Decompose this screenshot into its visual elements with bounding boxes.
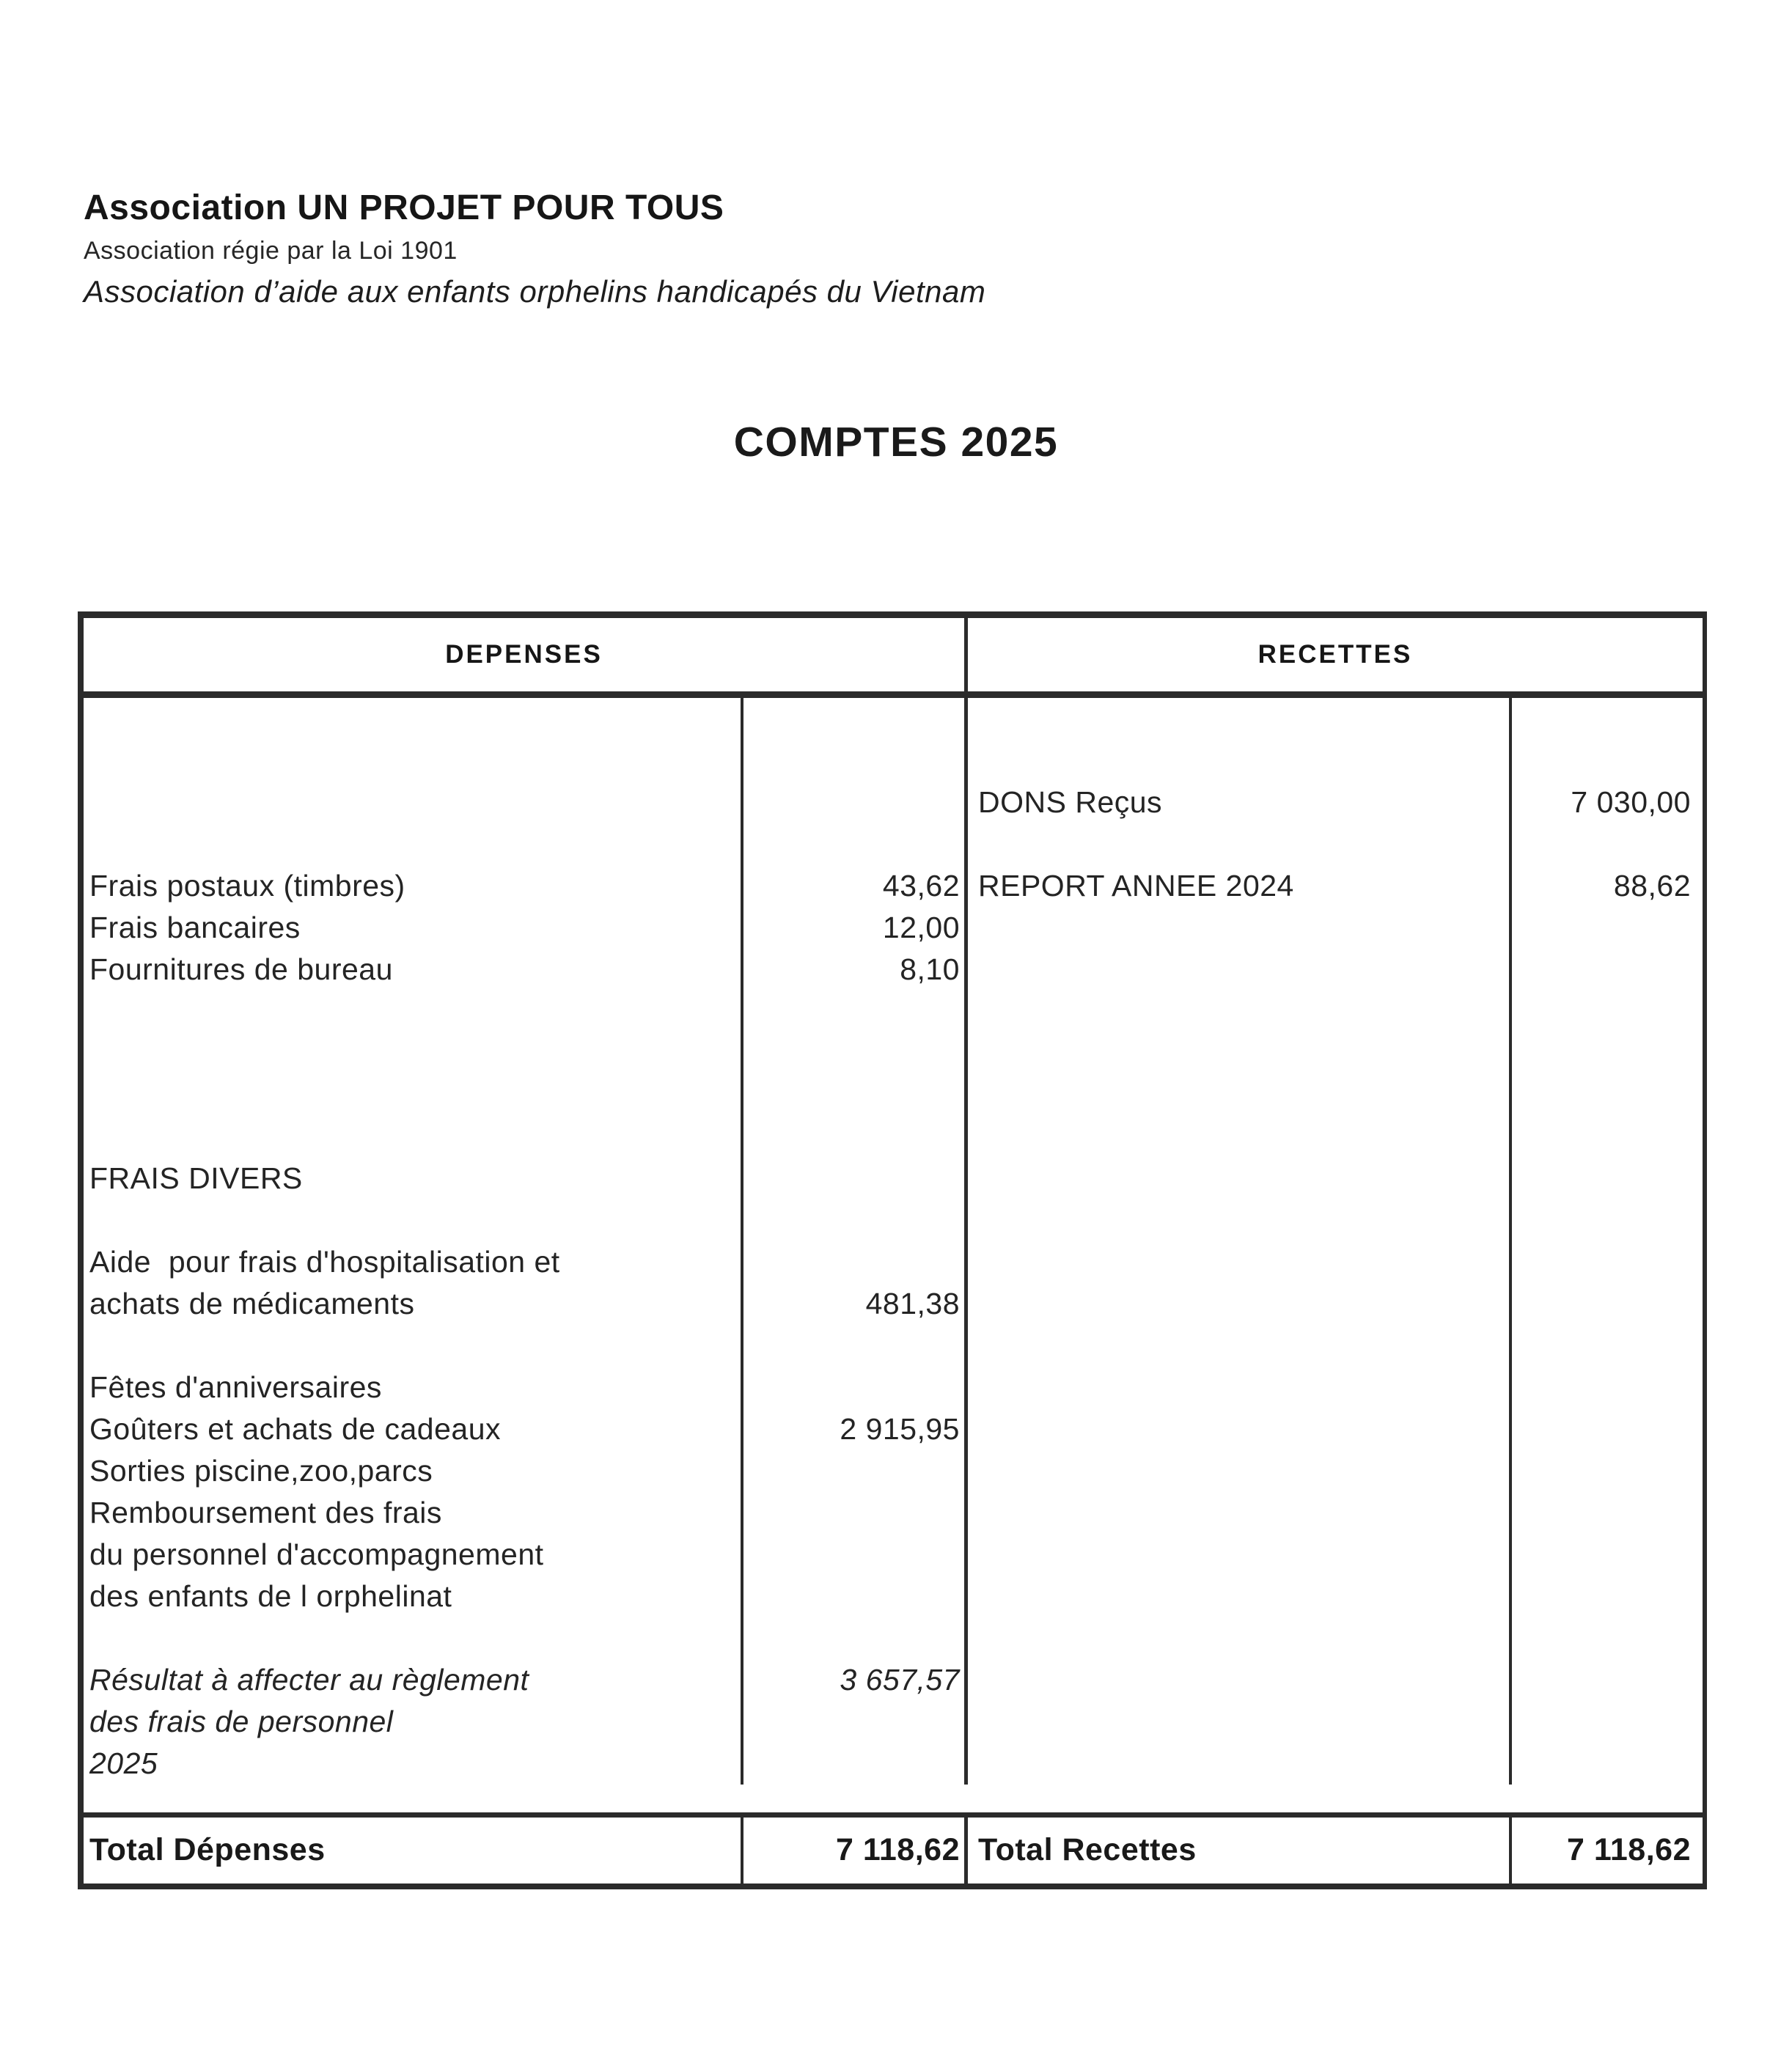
depenses-item-amount: 43,62: [743, 865, 968, 907]
table-cell-empty: [743, 1032, 968, 1074]
table-cell-empty: [84, 1199, 743, 1241]
table-cell-empty: [968, 1450, 1512, 1492]
table-cell-empty: [743, 1576, 968, 1617]
depenses-item-label: Goûters et achats de cadeaux: [84, 1408, 743, 1450]
table-cell-empty: [1512, 1408, 1703, 1450]
depenses-column-header: DEPENSES: [84, 618, 968, 691]
table-cell-empty: [968, 991, 1512, 1032]
table-cell-empty: [968, 823, 1512, 865]
recettes-column-header: RECETTES: [1257, 640, 1413, 669]
table-cell-empty: [968, 1199, 1512, 1241]
table-cell-empty: [1512, 1743, 1703, 1785]
table-cell-empty: [1512, 1116, 1703, 1158]
depenses-item-label: Remboursement des frais: [84, 1492, 743, 1534]
table-cell-empty: [743, 823, 968, 865]
table-cell-empty: [968, 1158, 1512, 1199]
table-cell-empty: [1512, 1325, 1703, 1367]
depenses-item-amount: 2 915,95: [743, 1408, 968, 1450]
depenses-item-label: Frais postaux (timbres): [84, 865, 743, 907]
table-cell-empty: [1512, 1032, 1703, 1074]
table-cell-empty: [968, 1408, 1512, 1450]
table-cell-empty: [1512, 949, 1703, 991]
depenses-item-amount: 8,10: [743, 949, 968, 991]
depenses-item-label: Frais bancaires: [84, 907, 743, 949]
depenses-item-label: du personnel d'accompagnement: [84, 1534, 743, 1576]
table-cell-empty: [1512, 1158, 1703, 1199]
recettes-item-label: DONS Reçus: [968, 782, 1512, 823]
table-cell-empty: [968, 1534, 1512, 1576]
table-cell-empty: [1512, 1367, 1703, 1408]
table-cell-empty: [1512, 1283, 1703, 1325]
table-cell-empty: [968, 1032, 1512, 1074]
table-cell-empty: [743, 1199, 968, 1241]
table-cell-empty: [1512, 1450, 1703, 1492]
table-cell-empty: [1512, 907, 1703, 949]
table-cell-empty: [968, 1241, 1512, 1283]
table-cell-empty: [743, 1701, 968, 1743]
table-cell-empty: [84, 1074, 743, 1116]
table-cell-empty: [743, 1743, 968, 1785]
depenses-item-amount: 12,00: [743, 907, 968, 949]
table-cell-empty: [968, 1325, 1512, 1367]
depenses-item-label: Aide pour frais d'hospitalisation et: [84, 1241, 743, 1283]
table-cell-empty: [84, 991, 743, 1032]
depenses-item-label: Sorties piscine,zoo,parcs: [84, 1450, 743, 1492]
depenses-item-label: FRAIS DIVERS: [84, 1158, 743, 1199]
table-cell-empty: [743, 1450, 968, 1492]
table-cell-empty: [743, 698, 968, 740]
table-cell-empty: [968, 740, 1512, 782]
table-body: [84, 698, 1703, 1812]
depenses-item-label: achats de médicaments: [84, 1283, 743, 1325]
table-cell-empty: [968, 949, 1512, 991]
table-cell-empty: [743, 1617, 968, 1659]
table-cell-empty: [1512, 1199, 1703, 1241]
table-cell-empty: [1512, 1534, 1703, 1576]
table-cell-empty: [1512, 1659, 1703, 1701]
table-cell-empty: [1512, 1241, 1703, 1283]
total-depenses-amount: 7 118,62: [743, 1818, 968, 1884]
table-cell-empty: [1512, 991, 1703, 1032]
table-cell-empty: [743, 782, 968, 823]
table-cell-empty: [1512, 823, 1703, 865]
table-totals-row: [84, 1812, 1703, 1884]
table-cell-empty: [84, 1032, 743, 1074]
table-cell-empty: [84, 1617, 743, 1659]
table-cell-empty: [743, 1492, 968, 1534]
depenses-item-label: des frais de personnel: [84, 1701, 743, 1743]
accounts-table: [78, 611, 1707, 1889]
table-cell-empty: [743, 740, 968, 782]
org-law-line: Association régie par la Loi 1901: [84, 237, 458, 265]
recettes-item-amount: 7 030,00: [1571, 785, 1691, 819]
depenses-item-label: Fournitures de bureau: [84, 949, 743, 991]
table-cell-empty: [743, 1158, 968, 1199]
table-cell-empty: [968, 1367, 1512, 1408]
depenses-item-label: Résultat à affecter au règlement: [84, 1659, 743, 1701]
table-cell-empty: [968, 1116, 1512, 1158]
org-name: Association UN PROJET POUR TOUS: [84, 188, 724, 227]
table-cell-empty: [968, 1074, 1512, 1116]
table-cell-empty: [968, 907, 1512, 949]
table-cell-empty: [743, 1367, 968, 1408]
table-cell-empty: [1512, 1074, 1703, 1116]
table-cell-empty: [84, 1325, 743, 1367]
table-cell-empty: [1512, 1617, 1703, 1659]
recettes-item-label: REPORT ANNEE 2024: [968, 865, 1512, 907]
table-header-row: [84, 618, 1703, 698]
table-cell-empty: [968, 1492, 1512, 1534]
table-cell-empty: [968, 1701, 1512, 1743]
table-cell-empty: [743, 1534, 968, 1576]
table-cell-empty: [968, 1576, 1512, 1617]
total-depenses-label: Total Dépenses: [84, 1818, 743, 1884]
total-recettes-label: Total Recettes: [968, 1818, 1512, 1884]
document-title: COMPTES 2025: [733, 419, 1059, 466]
table-cell-empty: [968, 1743, 1512, 1785]
table-cell-empty: [1512, 1701, 1703, 1743]
table-cell-empty: [84, 782, 743, 823]
recettes-item-amount: 88,62: [1613, 869, 1691, 903]
table-cell-empty: [1512, 698, 1703, 740]
letterhead: [84, 188, 985, 309]
table-cell-empty: [743, 1116, 968, 1158]
table-cell-empty: [84, 823, 743, 865]
depenses-item-label: Fêtes d'anniversaires: [84, 1367, 743, 1408]
table-cell-empty: [968, 698, 1512, 740]
total-recettes-amount: 7 118,62: [1566, 1832, 1691, 1867]
table-cell-empty: [84, 740, 743, 782]
table-cell-empty: [743, 1325, 968, 1367]
table-cell-empty: [1512, 1576, 1703, 1617]
depenses-item-label: des enfants de l orphelinat: [84, 1576, 743, 1617]
table-cell-empty: [968, 1659, 1512, 1701]
table-cell-empty: [84, 1116, 743, 1158]
table-cell-empty: [968, 1617, 1512, 1659]
table-cell-empty: [743, 991, 968, 1032]
depenses-item-label: 2025: [84, 1743, 743, 1785]
depenses-item-amount: 481,38: [743, 1283, 968, 1325]
depenses-item-amount: 3 657,57: [743, 1659, 968, 1701]
table-cell-empty: [968, 1283, 1512, 1325]
table-cell-empty: [743, 1074, 968, 1116]
table-cell-empty: [84, 698, 743, 740]
table-cell-empty: [1512, 1492, 1703, 1534]
org-description: Association d’aide aux enfants orphelins handicapés du Vietnam: [84, 274, 986, 309]
table-cell-empty: [1512, 740, 1703, 782]
table-cell-empty: [743, 1241, 968, 1283]
